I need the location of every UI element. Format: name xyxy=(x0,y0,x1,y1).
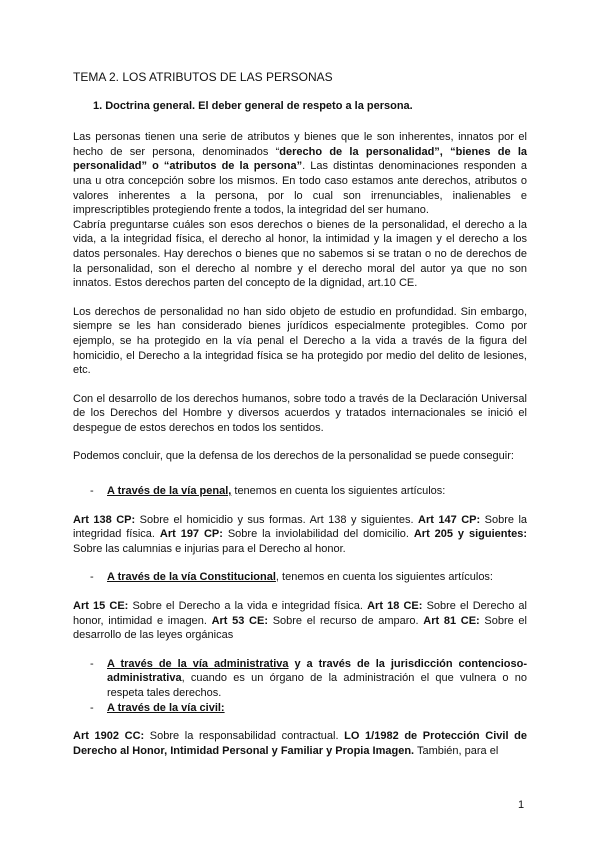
list-item-administrativa: - A través de la vía administrativa y a través de la jurisdicción contencioso-administrativa, cuando es un órgano de la administración el que vulnera o no respeta tales derechos. xyxy=(90,657,527,699)
paragraph-constitutional-articles: Art 15 CE: Sobre el Derecho a la vida e integridad física. Art 18 CE: Sobre el Derecho al honor, intimidad e imagen. Art 53 CE: Sobre el recurso de amparo. Art 81 CE: Sobre el desarrollo de las leyes orgánicas xyxy=(73,600,527,642)
paragraph-2: Cabría preguntarse cuáles son esos derechos o bienes de la personalidad, el derecho a la vida, a la integridad física, el derecho al honor, la intimidad y la imagen y el derecho a los datos personales. Hay derechos o bienes que no sabemos si se tratan o no de derechos de la personalidad, son el derecho al nombre y el derecho moral del autor ya que no son innatos. Estos derechos parten del concepto de la dignidad, art.10 CE. xyxy=(73,218,527,290)
page-title: TEMA 2. LOS ATRIBUTOS DE LAS PERSONAS xyxy=(73,70,333,84)
paragraph-4: Con el desarrollo de los derechos humanos, sobre todo a través de la Declaración Universal de los Derechos del Hombre y diversos acuerdos y tratados internacionales se inició el despegue de estos derechos en todos los sentidos. xyxy=(73,392,527,434)
section-heading: 1. Doctrina general. El deber general de respeto a la persona. xyxy=(93,99,413,112)
page-number: 1 xyxy=(518,799,525,811)
paragraph-penal-articles: Art 138 CP: Sobre el homicidio y sus formas. Art 138 y siguientes. Art 147 CP: Sobre la integridad física. Art 197 CP: Sobre la inviolabilidad del domicilio. Art 205 y siguientes: Sobre las calumnias e injurias para el Derecho al honor. xyxy=(73,513,528,555)
paragraph-1: Las personas tienen una serie de atributos y bienes que le son inherentes, innatos por el hecho de ser persona, denominados “derecho de la personalidad”, “bienes de la personalidad” o “atributos de la persona”. Las distintas denominaciones responden a una u otra concepción sobre los mismos. En todo caso estamos ante derechos, atributos o valores inherentes a la persona, por lo cual son irrenunciables, inalienables e imprescriptibles protegiendo frente a todos, la integridad del ser humano. xyxy=(73,131,527,217)
list-item-civil: - A través de la vía civil: xyxy=(90,701,225,714)
paragraph-5: Podemos concluir, que la defensa de los derechos de la personalidad se puede conseguir: xyxy=(73,450,514,463)
paragraph-civil-articles: Art 1902 CC: Sobre la responsabilidad contractual. LO 1/1982 de Protección Civil de Derecho al Honor, Intimidad Personal y Familiar y Propia Imagen. También, para el xyxy=(73,730,527,757)
document-page xyxy=(73,70,527,758)
list-item-constitucional: - A través de la vía Constitucional, tenemos en cuenta los siguientes artículos: xyxy=(90,571,493,584)
paragraph-3: Los derechos de personalidad no han sido objeto de estudio en profundidad. Sin embargo, siempre se les han considerado bienes jurídicos especialmente protegibles. Como por ejemplo, se ha protegido en la vía penal el Derecho a la vida a través de la figura del homicidio, el Derecho a la integridad física se ha protegido por medio del delito de lesiones, etc. xyxy=(73,305,527,377)
list-item-penal: - A través de la vía penal, tenemos en cuenta los siguientes artículos: xyxy=(90,485,446,498)
